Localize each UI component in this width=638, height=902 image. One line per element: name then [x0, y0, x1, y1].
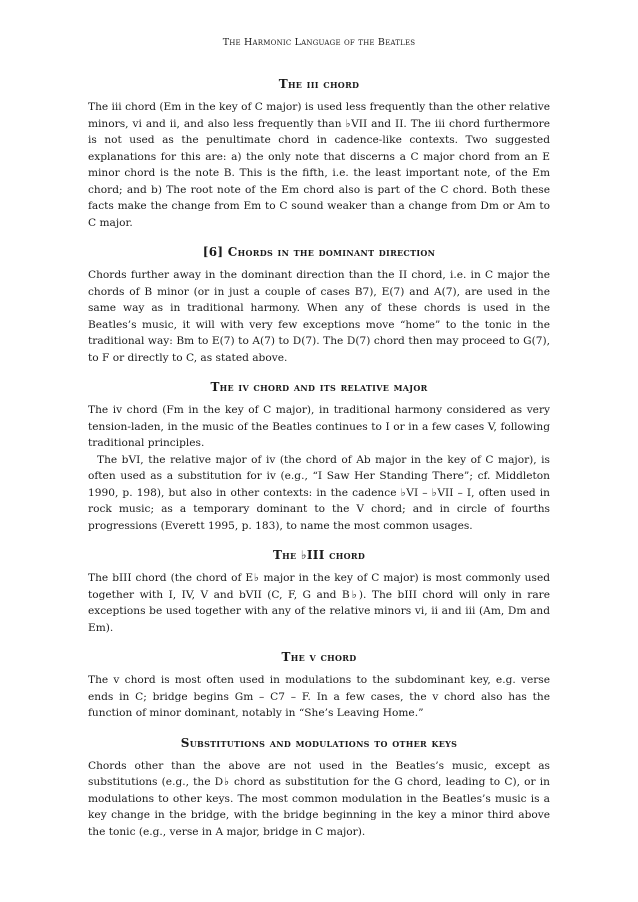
paragraph: The bVI, the relative major of iv (the chord of Ab major in the key of C major), is often used as a substitution for iv (e.g., “I Saw Her Standing There”; cf. Middleton 1990, p. 198), but also in other contexts: in the cadence ♭VI – ♭VII – I, often used in rock music; as a temporary dominant to the V chord; and in circle of fourths progressions (Everett 1995, p. 183), to name the most common usages.: [88, 453, 550, 532]
section-title: Substitutions and modulations to other keys: [180, 735, 458, 750]
section-title: The iv chord and its relative major: [210, 380, 428, 394]
section-title: The v chord: [281, 650, 357, 664]
paragraph: The v chord is most often used in modulations to the subdominant key, e.g. verse ends in C; bridge begins Gm – C7 – F. In a few cases, the v chord also has the function of minor dominant, notably in “She’s Leaving Home.”: [88, 674, 550, 719]
page-body: [88, 76, 550, 840]
section-iv-chord: [88, 379, 550, 534]
paragraph: Chords other than the above are not used in the Beatles’s music, except as substitutions (e.g., the D♭ chord as substitution for the G chord, leading to C), or in modulations to other keys. The most common modulation in the Beatles’s music is a key change in the bridge, with the bridge beginning in the key a minor third above the tonic (e.g., verse in A major, bridge in C major).: [88, 759, 550, 838]
section-dominant-direction: [88, 244, 550, 366]
paragraph: The iv chord (Fm in the key of C major), in traditional harmony considered as very tension-laden, in the music of the Beatles continues to I or in a few cases V, following traditional principles.: [88, 404, 550, 449]
section-title: [6] Chords in the dominant direction: [202, 245, 436, 259]
section-substitutions: [88, 735, 550, 841]
paragraph: Chords further away in the dominant direction than the II chord, i.e. in C major the chords of B minor (or in just a couple of cases B7), E(7) and A(7), are used in the same way as in traditional harmony. When any of these chords is used in the Beatles’s music, it will with very few exceptions move “home” to the tonic in the traditional way: Bm to E(7) to A(7) to D(7). The D(7) chord then may proceed to G(7), to F or directly to C, as stated above.: [88, 269, 550, 364]
section-iii-chord: [88, 76, 550, 231]
section-title: The iii chord: [278, 77, 360, 91]
paragraph: The bIII chord (the chord of E♭ major in the key of C major) is most commonly used together with I, IV, V and bVII (C, F, G and B♭). The bIII chord will only in rare exceptions be used together with any of the relative minors vi, ii and iii (Am, Dm and Em).: [88, 572, 550, 634]
running-head: The Harmonic Language of the Beatles: [222, 37, 416, 48]
section-flat-iii-chord: [88, 547, 550, 636]
paragraph: The iii chord (Em in the key of C major) is used less frequently than the other relative minors, vi and ii, and also less frequently than ♭VII and II. The iii chord furthermore is not used as the penultimate chord in cadence-like contexts. Two suggested explanations for this are: a) the only note that discerns a C major chord from an E minor chord is the note B. This is the fifth, i.e. the least important note, of the Em chord; and b) The root note of the Em chord also is part of the C chord. Both these facts make the change from Em to C sound weaker than a change from Dm or Am to C major.: [88, 101, 550, 229]
section-title: The ♭III chord: [272, 548, 366, 562]
section-v-chord: [88, 649, 550, 722]
